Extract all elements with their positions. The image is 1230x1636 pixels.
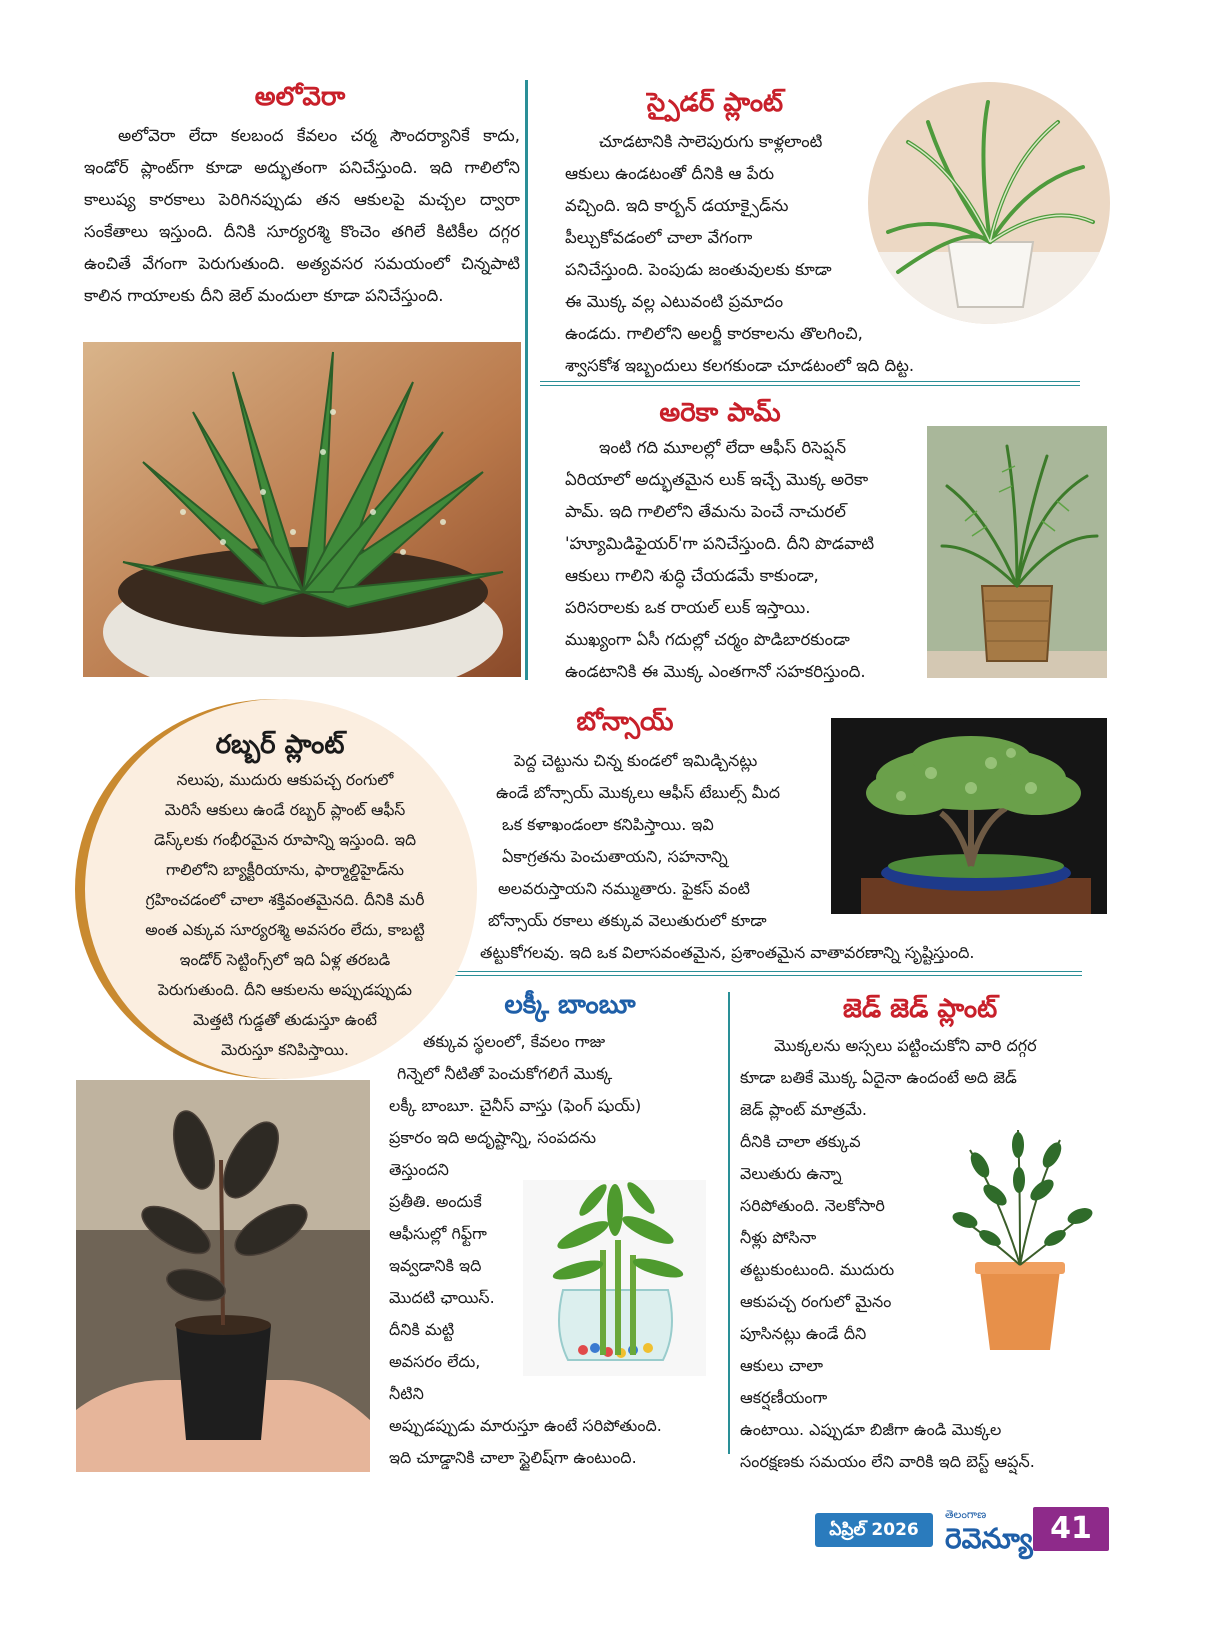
footer-date-box — [815, 1513, 933, 1547]
areca-line-2: పామ్. ఇది గాలిలోని తేమను పెంచే నాచురల్ — [565, 502, 846, 521]
bonsai-line-6: తట్టుకోగలవు. ఇది ఒక విలాసవంతమైన, ప్రశాంతమైన వాతావరణాన్ని సృష్టిస్తుంది. — [480, 943, 975, 962]
bamboo-line-1: గిన్నెలో నీటితో పెంచుకోగలిగే మొక్క — [397, 1064, 613, 1083]
jade-line-13: సంరక్షణకు సమయం లేని వారికి ఇది బెస్ట్ ఆప్షన్. — [740, 1452, 1035, 1471]
bonsai-line-3: ఏకాగ్రతను పెంచుతాయని, సహనాన్ని — [502, 847, 728, 866]
jade-line-10: ఆకులు చాలా — [740, 1356, 824, 1375]
rubber-line-7: పెరుగుతుంది. దీని ఆకులను అప్పుడప్పుడు — [158, 981, 412, 999]
areca-line-4: ఆకులు గాలిని శుద్ధి చేయడమే కాకుండా, — [565, 566, 819, 585]
bamboo-line-5: ప్రతీతి. అందుకే — [389, 1192, 482, 1211]
rubber-text — [110, 765, 460, 1065]
bamboo-line-10: అవసరం లేదు, — [389, 1352, 481, 1371]
jade-line-7: తట్టుకుంటుంది. ముదురు — [740, 1260, 895, 1279]
footer-brand-small: తెలంగాణ — [945, 1508, 987, 1521]
bamboo-line-11: నీటిని — [389, 1384, 424, 1403]
bamboo-line-12: అప్పుడప్పుడు మారుస్తూ ఉంటే సరిపోతుంది. — [389, 1416, 662, 1435]
rubber-plant-photo — [76, 1080, 370, 1472]
footer-date: ఏప్రిల్ 2026 — [829, 1520, 919, 1540]
bamboo-line-8: మొదటి ఛాయిస్. — [389, 1288, 495, 1307]
bamboo-line-6: ఆఫీసుల్లో గిఫ్ట్‌గా — [389, 1224, 487, 1243]
rubber-line-6: ఇండోర్ సెట్టింగ్స్‌లో ఇది ఏళ్ల తరబడి — [179, 951, 391, 969]
rubber-line-9: మెరుస్తూ కనిపిస్తాయి. — [221, 1041, 349, 1059]
jade-line-2: జెడ్ ప్లాంట్ మాత్రమే. — [740, 1100, 868, 1119]
bamboo-line-0: తక్కువ స్థలంలో, కేవలం గాజు — [423, 1032, 606, 1051]
areca-line-5: పరిసరాలకు ఒక రాయల్ లుక్ ఇస్తాయి. — [565, 598, 811, 617]
bamboo-line-7: ఇవ్వడానికి ఇది — [389, 1256, 482, 1275]
spider-line-5: ఈ మొక్క వల్ల ఎటువంటి ప్రమాదం — [565, 292, 784, 311]
areca-line-6: ముఖ్యంగా ఏసీ గదుల్లో చర్మం పొడిబారకుండా — [565, 630, 850, 649]
jade-line-4: వెలుతురు ఉన్నా — [740, 1164, 842, 1183]
aloe-photo — [83, 342, 521, 677]
rubber-line-4: గ్రహించడంలో చాలా శక్తివంతమైనది. దీనికి మరీ — [145, 891, 425, 909]
spider-line-6: ఉండదు. గాలిలోని అలర్జీ కారకాలను తొలగించి, — [565, 324, 863, 343]
bamboo-line-3: ప్రకారం ఇది అదృష్టాన్ని, సంపదను — [389, 1128, 597, 1147]
rubber-line-3: గాలిలోని బ్యాక్టీరియాను, ఫార్మాల్డిహైడ్‌ను — [165, 861, 405, 879]
rubber-line-1: మెరిసే ఆకులు ఉండే రబ్బర్ ప్లాంట్ ఆఫీస్ — [164, 801, 406, 819]
bamboo-line-2: లక్కీ బాంబూ. చైనీస్ వాస్తు (ఫెంగ్ షుయ్) — [389, 1096, 642, 1115]
areca-title: అరెకా పామ్ — [659, 398, 781, 428]
areca-line-0: ఇంటి గది మూలల్లో లేదా ఆఫీస్ రిసెప్షన్ — [599, 438, 847, 457]
areca-line-7: ఉండటానికి ఈ మొక్క ఎంతగానో సహకరిస్తుంది. — [565, 662, 866, 681]
bamboo-title: లక్కీ బాంబూ — [504, 990, 636, 1020]
spider-line-7: శ్వాసకోశ ఇబ్బందులు కలగకుండా చూడటంలో ఇది దిట్ట. — [565, 356, 915, 375]
spider-line-4: పనిచేస్తుంది. పెంపుడు జంతువులకు కూడా — [565, 260, 832, 279]
footer-brand: రెవెన్యూ — [945, 1522, 1033, 1555]
jade-line-11: ఆకర్షణీయంగా — [740, 1388, 828, 1407]
aloe-text — [84, 120, 520, 312]
jade-line-1: కూడా బతికే మొక్క ఏదైనా ఉందంటే అది జెడ్ — [740, 1068, 1017, 1087]
jade-plant-photo — [940, 1120, 1100, 1358]
spider-plant-photo — [868, 82, 1110, 324]
jade-line-12: ఉంటాయి. ఎప్పుడూ బిజీగా ఉండి మొక్కల — [740, 1420, 1002, 1439]
rubber-line-2: డెస్క్‌లకు గంభీరమైన రూపాన్ని ఇస్తుంది. ఇది — [153, 831, 417, 849]
jade-line-9: పూసినట్లు ఉండే దీని — [740, 1324, 867, 1343]
aloe-title: అలోవెరా — [254, 82, 346, 112]
jade-line-3: దీనికి చాలా తక్కువ — [740, 1132, 861, 1151]
aloe-paragraph: అలోవెరా లేదా కలబంద కేవలం చర్మ సౌందర్యానికే కాదు, ఇండోర్ ప్లాంట్‌గా కూడా అద్భుతంగా పనిచేస్తుంది. ఇది గాలిలోని కాలుష్య కారకాలు పెరిగినప్పుడు తన ఆకులపై మచ్చల ద్వారా సంకేతాలు ఇస్తుంది. దీనికి సూర్యరశ్మి కొంచెం తగిలే కిటికీల దగ్గర ఉంచితే వేగంగా పెరుగుతుంది. అత్యవసర సమయంలో చిన్నపాటి కాలిన గాయాలకు దీని జెల్ మందులా కూడా పనిచేస్తుంది. — [84, 126, 520, 305]
bamboo-line-4: తెస్తుందని — [389, 1160, 449, 1179]
areca-palm-photo — [927, 426, 1107, 678]
page-number: 41 — [1050, 1511, 1092, 1546]
areca-line-3: 'హ్యూమిడిఫైయర్'గా పనిచేస్తుంది. దీని పొడవాటి — [565, 534, 875, 553]
bonsai-title: బోన్సాయ్ — [576, 707, 674, 737]
spider-line-2: వచ్చింది. ఇది కార్బన్ డయాక్సైడ్‌ను — [565, 196, 789, 215]
spider-line-1: ఆకులు ఉండటంతో దీనికి ఆ పేరు — [565, 164, 775, 183]
bonsai-line-2: ఒక కళాఖండంలా కనిపిస్తాయి. ఇవి — [502, 815, 714, 834]
jade-line-0: మొక్కలను అస్సలు పట్టించుకోని వారి దగ్గర — [774, 1036, 1037, 1055]
jade-line-8: ఆకుపచ్చ రంగులో మైనం — [740, 1292, 892, 1311]
areca-text — [565, 432, 925, 688]
spider-title: స్పైడర్ ప్లాంట్ — [646, 88, 784, 118]
rubber-line-5: అంత ఎక్కువ సూర్యరశ్మి అవసరం లేదు, కాబట్టి — [145, 921, 425, 939]
jade-line-5: సరిపోతుంది. నెలకోసారి — [740, 1196, 885, 1215]
jade-title: జెడ్ జెడ్ ప్లాంట్ — [842, 994, 998, 1024]
jade-line-6: నీళ్లు పోసినా — [740, 1228, 817, 1247]
divider-bonsai-bottom — [382, 971, 1082, 976]
bamboo-line-13: ఇది చూడ్డానికి చాలా స్టైలిష్‌గా ఉంటుంది. — [389, 1448, 637, 1467]
bonsai-line-5: బోన్సాయ్ రకాలు తక్కువ వెలుతురులో కూడా — [488, 911, 767, 930]
rubber-line-0: నలుపు, ముదురు ఆకుపచ్చ రంగులో — [176, 771, 394, 789]
bamboo-line-9: దీనికి మట్టి — [389, 1320, 455, 1339]
bonsai-line-0: పెద్ద చెట్టును చిన్న కుండలో ఇమిడ్చినట్లు — [514, 751, 758, 770]
column-divider-top — [525, 80, 528, 680]
bonsai-line-1: ఉండే బోన్సాయ్ మొక్కలు ఆఫీస్ టేబుల్స్ మీద — [496, 783, 780, 802]
areca-line-1: ఏరియాలో అద్భుతమైన లుక్ ఇచ్చే మొక్క అరెకా — [565, 470, 869, 489]
bonsai-photo — [831, 718, 1107, 914]
lucky-bamboo-photo — [523, 1180, 706, 1376]
bonsai-line-4: అలవరుస్తాయని నమ్ముతారు. ఫైకస్ వంటి — [498, 879, 750, 898]
rubber-line-8: మెత్తటి గుడ్డతో తుడుస్తూ ఉంటే — [193, 1011, 377, 1029]
spider-line-3: పీల్చుకోవడంలో చాలా వేగంగా — [565, 228, 753, 247]
page-number-box — [1033, 1507, 1109, 1551]
spider-line-0: చూడటానికి సాలెపురుగు కాళ్లలాంటి — [599, 132, 823, 151]
rubber-title: రబ్బర్ ప్లాంట్ — [215, 730, 345, 760]
